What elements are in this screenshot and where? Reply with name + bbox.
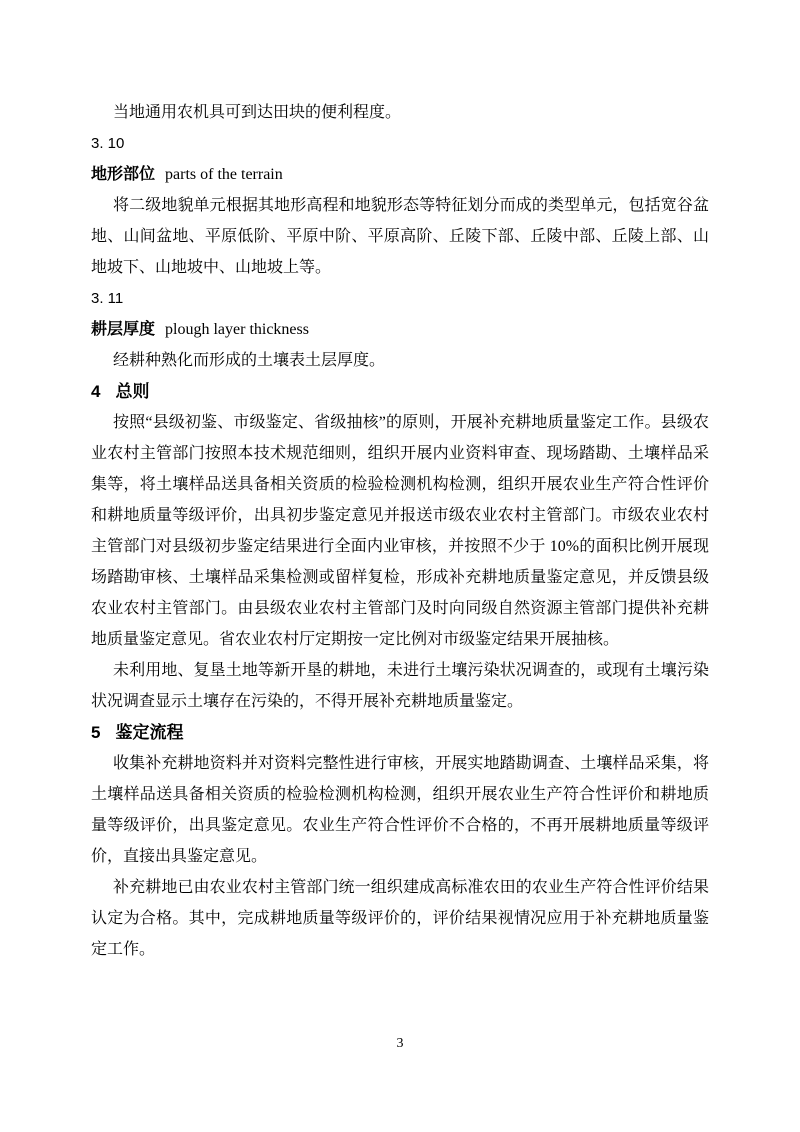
term-3-10-definition: 将二级地貌单元根据其地形高程和地貌形态等特征划分而成的类型单元，包括宽谷盆地、山间盆地、平原低阶、平原中阶、平原高阶、丘陵下部、丘陵中部、丘陵上部、山地坡下、山地坡中、山地坡上等。: [91, 197, 709, 276]
section-5-paragraph-2: 补充耕地已由农业农村主管部门统一组织建成高标准农田的农业生产符合性评价结果认定为合格。其中，完成耕地质量等级评价的，评价结果视情况应用于补充耕地质量鉴定工作。: [91, 879, 709, 958]
page-footer: [0, 1036, 800, 1052]
term-3-10-english: parts of the terrain: [165, 166, 283, 183]
section-4-number: 4: [91, 382, 101, 401]
term-3-11-english: plough layer thickness: [165, 321, 309, 338]
section-5-number: 5: [91, 723, 101, 742]
term-entry-3-10: [91, 159, 709, 190]
section-5-title: 鉴定流程: [115, 723, 184, 742]
section-4-paragraph-2: 未利用地、复垦土地等新开垦的耕地，未进行土壤污染状况调查的，或现有土壤污染状况调查显示土壤存在污染的，不得开展补充耕地质量鉴定。: [91, 662, 709, 710]
page-content: [91, 97, 709, 965]
previous-term-definition: 当地通用农机具可到达田块的便利程度。: [113, 104, 402, 121]
clause-number-3-10: 3. 10: [91, 135, 125, 152]
section-4-title: 总则: [115, 382, 150, 401]
section-4-paragraph-1: 按照“县级初鉴、市级鉴定、省级抽核”的原则，开展补充耕地质量鉴定工作。县级农业农村主管部门按照本技术规范细则，组织开展内业资料审查、现场踏勘、土壤样品采集等，将土壤样品送具备相关资质的检验检测机构检测，组织开展农业生产符合性评价和耕地质量等级评价，出具初步鉴定意见并报送市级农业农村主管部门。市级农业农村主管部门对县级初步鉴定结果进行全面内业审核，并按照不少于 10%的面积比例开展现场踏勘审核、土壤样品采集检测或留样复检，形成补充耕地质量鉴定意见，并反馈县级农业农村主管部门。由县级农业农村主管部门及时向同级自然资源主管部门提供补充耕地质量鉴定意见。省农业农村厅定期按一定比例对市级鉴定结果开展抽核。: [91, 414, 709, 648]
page-number: 3: [396, 1036, 404, 1051]
section-5-paragraph-1: 收集补充耕地资料并对资料完整性进行审核，开展实地踏勘调查、土壤样品采集，将土壤样品送具备相关资质的检验检测机构检测，组织开展农业生产符合性评价和耕地质量等级评价，出具鉴定意见。农业生产符合性评价不合格的，不再开展耕地质量等级评价，直接出具鉴定意见。: [91, 755, 709, 865]
section-4-heading: [91, 376, 709, 407]
term-3-10-chinese: 地形部位: [91, 166, 156, 183]
clause-number-3-11: 3. 11: [91, 290, 124, 307]
term-3-11-chinese: 耕层厚度: [91, 321, 156, 338]
section-5-heading: [91, 717, 709, 748]
term-3-11-definition: 经耕种熟化而形成的土壤表土层厚度。: [113, 352, 386, 369]
term-entry-3-11: [91, 314, 709, 345]
